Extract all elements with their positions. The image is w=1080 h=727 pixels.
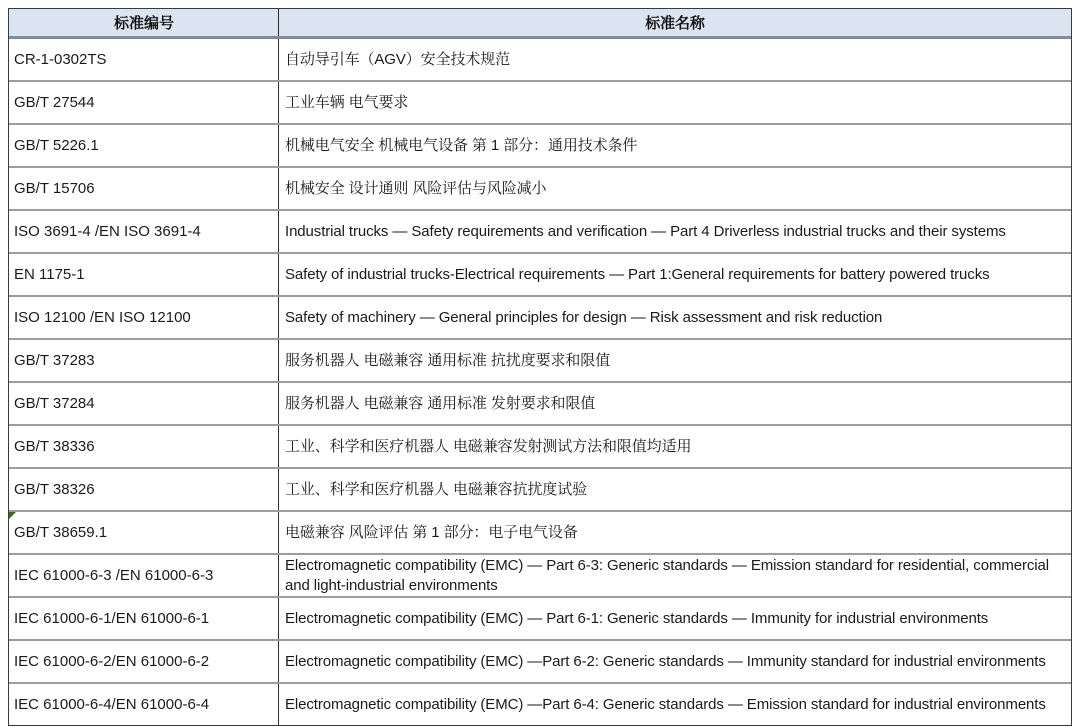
standard-code-cell: IEC 61000-6-2/EN 61000-6-2 bbox=[9, 641, 279, 682]
table-row bbox=[9, 512, 1071, 555]
standard-name-cell: Electromagnetic compatibility (EMC) —Part 6-4: Generic standards — Emission standard for industrial environments bbox=[285, 695, 1046, 713]
table-row bbox=[9, 426, 1071, 469]
standard-name-cell: Industrial trucks — Safety requirements and verification — Part 4 Driverless industrial trucks and their systems bbox=[285, 222, 1006, 240]
cell-flag-triangle-icon bbox=[9, 512, 16, 519]
table-row bbox=[9, 383, 1071, 426]
standard-code-cell: GB/T 38336 bbox=[9, 426, 279, 467]
standard-code-cell: GB/T 38659.1 bbox=[9, 512, 279, 553]
table-row bbox=[9, 168, 1071, 211]
standard-name-cell: 机械安全 设计通则 风险评估与风险减小 bbox=[285, 179, 547, 197]
standard-code-cell: GB/T 5226.1 bbox=[9, 125, 279, 166]
standard-name-cell: 服务机器人 电磁兼容 通用标准 发射要求和限值 bbox=[285, 394, 596, 412]
table-row bbox=[9, 555, 1071, 598]
header-standard-name: 标准名称 bbox=[645, 15, 705, 32]
table-row bbox=[9, 39, 1071, 82]
standard-name-cell: 工业车辆 电气要求 bbox=[285, 93, 409, 111]
table-row bbox=[9, 340, 1071, 383]
table-row bbox=[9, 82, 1071, 125]
table-row bbox=[9, 598, 1071, 641]
standard-code-cell: GB/T 27544 bbox=[9, 82, 279, 123]
standard-name-cell: Electromagnetic compatibility (EMC) —Part 6-2: Generic standards — Immunity standard for industrial environments bbox=[285, 652, 1046, 670]
table-row bbox=[9, 125, 1071, 168]
standard-code-cell: IEC 61000-6-4/EN 61000-6-4 bbox=[9, 684, 279, 725]
standard-code-cell: CR-1-0302TS bbox=[9, 39, 279, 80]
standards-table bbox=[8, 8, 1072, 726]
standard-code-cell: GB/T 37283 bbox=[9, 340, 279, 381]
table-row bbox=[9, 254, 1071, 297]
table-row bbox=[9, 469, 1071, 512]
standard-name-cell: 工业、科学和医疗机器人 电磁兼容抗扰度试验 bbox=[285, 480, 588, 498]
standard-code-cell: ISO 12100 /EN ISO 12100 bbox=[9, 297, 279, 338]
standard-code-cell: IEC 61000-6-1/EN 61000-6-1 bbox=[9, 598, 279, 639]
standard-name-cell: Safety of industrial trucks-Electrical requirements — Part 1:General requirements for battery powered trucks bbox=[285, 265, 990, 283]
table-row bbox=[9, 684, 1071, 725]
standard-name-cell: 工业、科学和医疗机器人 电磁兼容发射测试方法和限值均适用 bbox=[285, 437, 692, 455]
table-row bbox=[9, 211, 1071, 254]
standard-code-cell: EN 1175-1 bbox=[9, 254, 279, 295]
table-header-row bbox=[9, 9, 1071, 39]
standard-name-cell: 服务机器人 电磁兼容 通用标准 抗扰度要求和限值 bbox=[285, 351, 611, 369]
standard-code-cell: ISO 3691-4 /EN ISO 3691-4 bbox=[9, 211, 279, 252]
standard-name-cell: 电磁兼容 风险评估 第 1 部分：电子电气设备 bbox=[285, 523, 578, 541]
standard-name-cell: Electromagnetic compatibility (EMC) — Part 6-1: Generic standards — Immunity for industrial environments bbox=[285, 609, 989, 627]
standard-code-cell: GB/T 38326 bbox=[9, 469, 279, 510]
header-standard-code: 标准编号 bbox=[9, 9, 279, 36]
standard-code-cell: GB/T 37284 bbox=[9, 383, 279, 424]
table-row bbox=[9, 297, 1071, 340]
standard-name-cell: Safety of machinery — General principles for design — Risk assessment and risk reduction bbox=[285, 308, 883, 326]
table-body bbox=[9, 39, 1071, 725]
table-row bbox=[9, 641, 1071, 684]
standard-code-cell: IEC 61000-6-3 /EN 61000-6-3 bbox=[9, 555, 279, 596]
standard-name-cell: 自动导引车（AGV）安全技术规范 bbox=[285, 50, 511, 68]
standard-code-cell: GB/T 15706 bbox=[9, 168, 279, 209]
standard-name-cell: 机械电气安全 机械电气设备 第 1 部分：通用技术条件 bbox=[285, 136, 638, 154]
standard-name-cell: Electromagnetic compatibility (EMC) — Part 6-3: Generic standards — Emission standard for residential, commercial and light-industrial environments bbox=[285, 556, 1049, 594]
